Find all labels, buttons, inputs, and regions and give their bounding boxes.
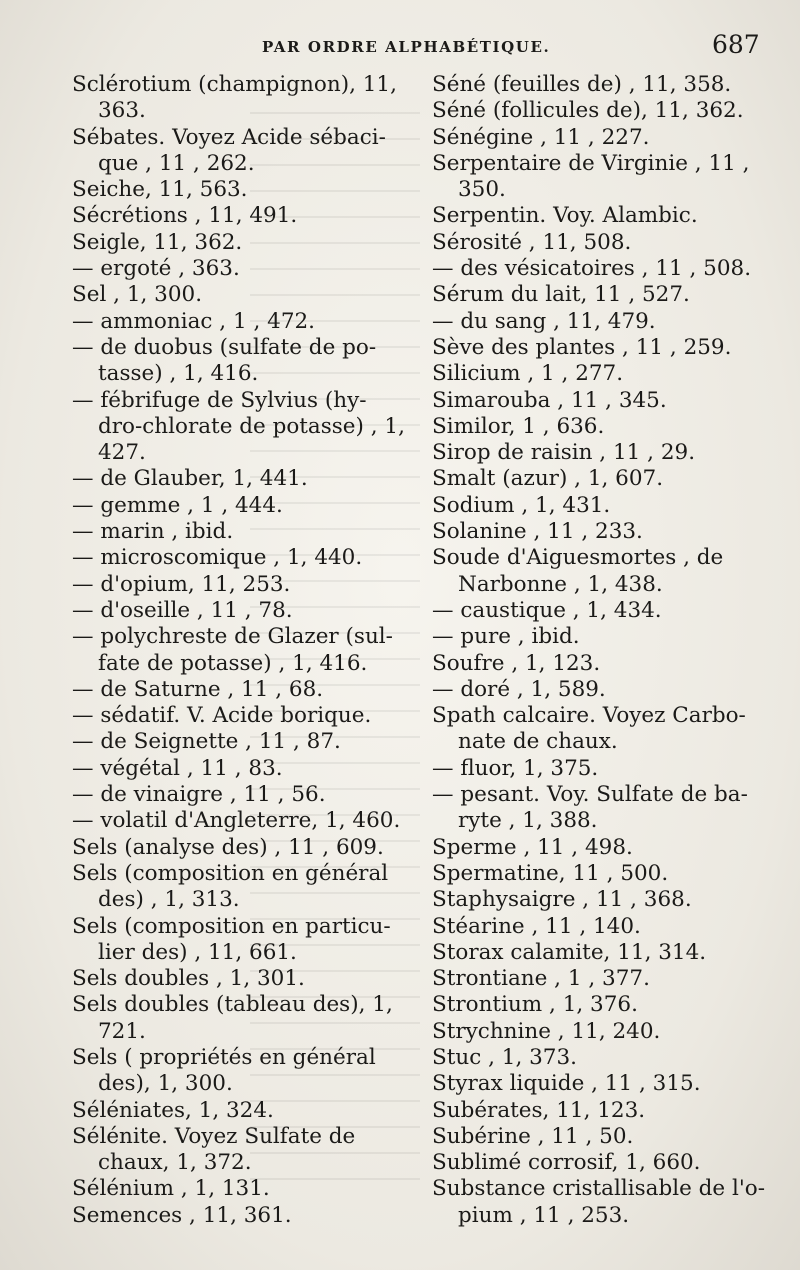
index-subentry: — pure , ibid. (432, 624, 580, 650)
index-entry: Smalt (azur) , 1, 607. (432, 466, 664, 492)
index-entry: Stéarine , 11 , 140. (432, 913, 641, 939)
index-subentry: — de duobus (sulfate de po- (72, 334, 377, 360)
index-entry: Substance cristallisable de l'o- (432, 1176, 765, 1202)
index-entry: Strontium , 1, 376. (432, 992, 638, 1018)
index-subentry: — microscomique , 1, 440. (72, 545, 363, 571)
index-entry: Sérosité , 11, 508. (432, 229, 632, 255)
index-subentry: — du sang , 11, 479. (432, 308, 656, 334)
index-entry: Stuc , 1, 373. (432, 1044, 577, 1070)
index-subentry: — doré , 1, 589. (432, 676, 606, 702)
index-entry-continuation: des) , 1, 313. (98, 887, 240, 913)
index-entry-continuation: dro-chlorate de potasse) , 1, (98, 413, 405, 439)
index-entry-continuation: 350. (458, 177, 506, 203)
index-subentry: — de Seignette , 11 , 87. (72, 729, 341, 755)
index-subentry: — volatil d'Angleterre, 1, 460. (72, 808, 401, 834)
index-entry-continuation: que , 11 , 262. (98, 150, 255, 176)
index-subentry: — caustique , 1, 434. (432, 597, 662, 623)
index-subentry: — marin , ibid. (72, 519, 234, 545)
index-subentry: — ammoniac , 1 , 472. (72, 308, 316, 334)
index-subentry: — ergoté , 363. (72, 256, 240, 282)
index-subentry: — polychreste de Glazer (sul- (72, 624, 393, 650)
index-entry: Séné (follicules de), 11, 362. (432, 98, 744, 124)
index-subentry: — de Saturne , 11 , 68. (72, 676, 324, 702)
index-entry-continuation: lier des) , 11, 661. (98, 939, 297, 965)
index-entry: Strychnine , 11, 240. (432, 1018, 661, 1044)
index-entry: Semences , 11, 361. (72, 1202, 292, 1228)
index-entry: Sels (composition en particu- (72, 913, 391, 939)
index-entry-continuation: fate de potasse) , 1, 416. (98, 650, 368, 676)
index-entry: Sécrétions , 11, 491. (72, 203, 298, 229)
page-number: 687 (712, 30, 760, 59)
index-entry: Serpentin. Voy. Alambic. (432, 203, 698, 229)
index-entry: Spath calcaire. Voyez Carbo- (432, 703, 746, 729)
index-entry: Strontiane , 1 , 377. (432, 966, 650, 992)
index-entry: Sérum du lait, 11 , 527. (432, 282, 690, 308)
index-entry: Sublimé corrosif, 1, 660. (432, 1150, 701, 1176)
index-entry: Subérates, 11, 123. (432, 1097, 646, 1123)
index-entry: Storax calamite, 11, 314. (432, 939, 707, 965)
index-entry: Solanine , 11 , 233. (432, 519, 643, 545)
index-entry: Seiche, 11, 563. (72, 177, 248, 203)
index-entry-continuation: ryte , 1, 388. (458, 808, 598, 834)
index-entry: Sébates. Voyez Acide sébaci- (72, 124, 386, 150)
index-entry: Soude d'Aiguesmortes , de (432, 545, 724, 571)
index-entry-continuation: chaux, 1, 372. (98, 1150, 252, 1176)
index-entry: Serpentaire de Virginie , 11 , (432, 150, 750, 176)
index-column-left (72, 72, 412, 1229)
index-subentry: — végétal , 11 , 83. (72, 755, 283, 781)
index-entry: Sénégine , 11 , 227. (432, 124, 650, 150)
index-entry: Sels (composition en général (72, 860, 389, 886)
index-entry: Spermatine, 11 , 500. (432, 860, 669, 886)
index-entry: Soufre , 1, 123. (432, 650, 601, 676)
index-entry-continuation: des), 1, 300. (98, 1071, 233, 1097)
index-entry-continuation: tasse) , 1, 416. (98, 361, 259, 387)
index-entry-continuation: pium , 11 , 253. (458, 1202, 630, 1228)
index-subentry: — fébrifuge de Sylvius (hy- (72, 387, 367, 413)
index-entry: Sel , 1, 300. (72, 282, 203, 308)
page-header (0, 30, 800, 66)
index-subentry: — des vésicatoires , 11 , 508. (432, 256, 752, 282)
index-subentry: — de vinaigre , 11 , 56. (72, 782, 326, 808)
index-entry-continuation: 721. (98, 1018, 146, 1044)
index-entry: Seigle, 11, 362. (72, 229, 243, 255)
index-entry-continuation: 363. (98, 98, 146, 124)
index-entry: Sélénium , 1, 131. (72, 1176, 270, 1202)
index-subentry: — d'opium, 11, 253. (72, 571, 291, 597)
index-entry: Sels (analyse des) , 11 , 609. (72, 834, 384, 860)
index-entry: Séléniates, 1, 324. (72, 1097, 274, 1123)
index-subentry: — fluor, 1, 375. (432, 755, 599, 781)
index-entry-continuation: nate de chaux. (458, 729, 618, 755)
index-subentry: — d'oseille , 11 , 78. (72, 597, 293, 623)
running-head: PAR ORDRE ALPHABÉTIQUE. (262, 38, 551, 56)
index-entry: Silicium , 1 , 277. (432, 361, 624, 387)
index-entry-continuation: Narbonne , 1, 438. (458, 571, 663, 597)
index-entry: Sclérotium (champignon), 11, (72, 72, 397, 97)
index-entry: Simarouba , 11 , 345. (432, 387, 667, 413)
index-entry: Staphysaigre , 11 , 368. (432, 887, 692, 913)
index-entry: Subérine , 11 , 50. (432, 1123, 634, 1149)
index-subentry: — gemme , 1 , 444. (72, 492, 283, 518)
index-column-right (432, 72, 772, 1229)
index-entry: Similor, 1 , 636. (432, 413, 605, 439)
index-entry: Sels doubles , 1, 301. (72, 966, 305, 992)
index-entry: Styrax liquide , 11 , 315. (432, 1071, 701, 1097)
index-entry: Sélénite. Voyez Sulfate de (72, 1123, 356, 1149)
index-entry: Sels ( propriétés en général (72, 1044, 376, 1070)
index-entry-continuation: 427. (98, 440, 146, 466)
index-entry: Sodium , 1, 431. (432, 492, 611, 518)
index-entry: Sperme , 11 , 498. (432, 834, 633, 860)
index-entry: Sels doubles (tableau des), 1, (72, 992, 393, 1018)
index-entry: Sève des plantes , 11 , 259. (432, 334, 732, 360)
index-subentry: — de Glauber, 1, 441. (72, 466, 308, 492)
index-entry: Séné (feuilles de) , 11, 358. (432, 72, 732, 97)
index-subentry: — sédatif. V. Acide borique. (72, 703, 372, 729)
index-entry: Sirop de raisin , 11 , 29. (432, 440, 696, 466)
index-subentry: — pesant. Voy. Sulfate de ba- (432, 782, 748, 808)
